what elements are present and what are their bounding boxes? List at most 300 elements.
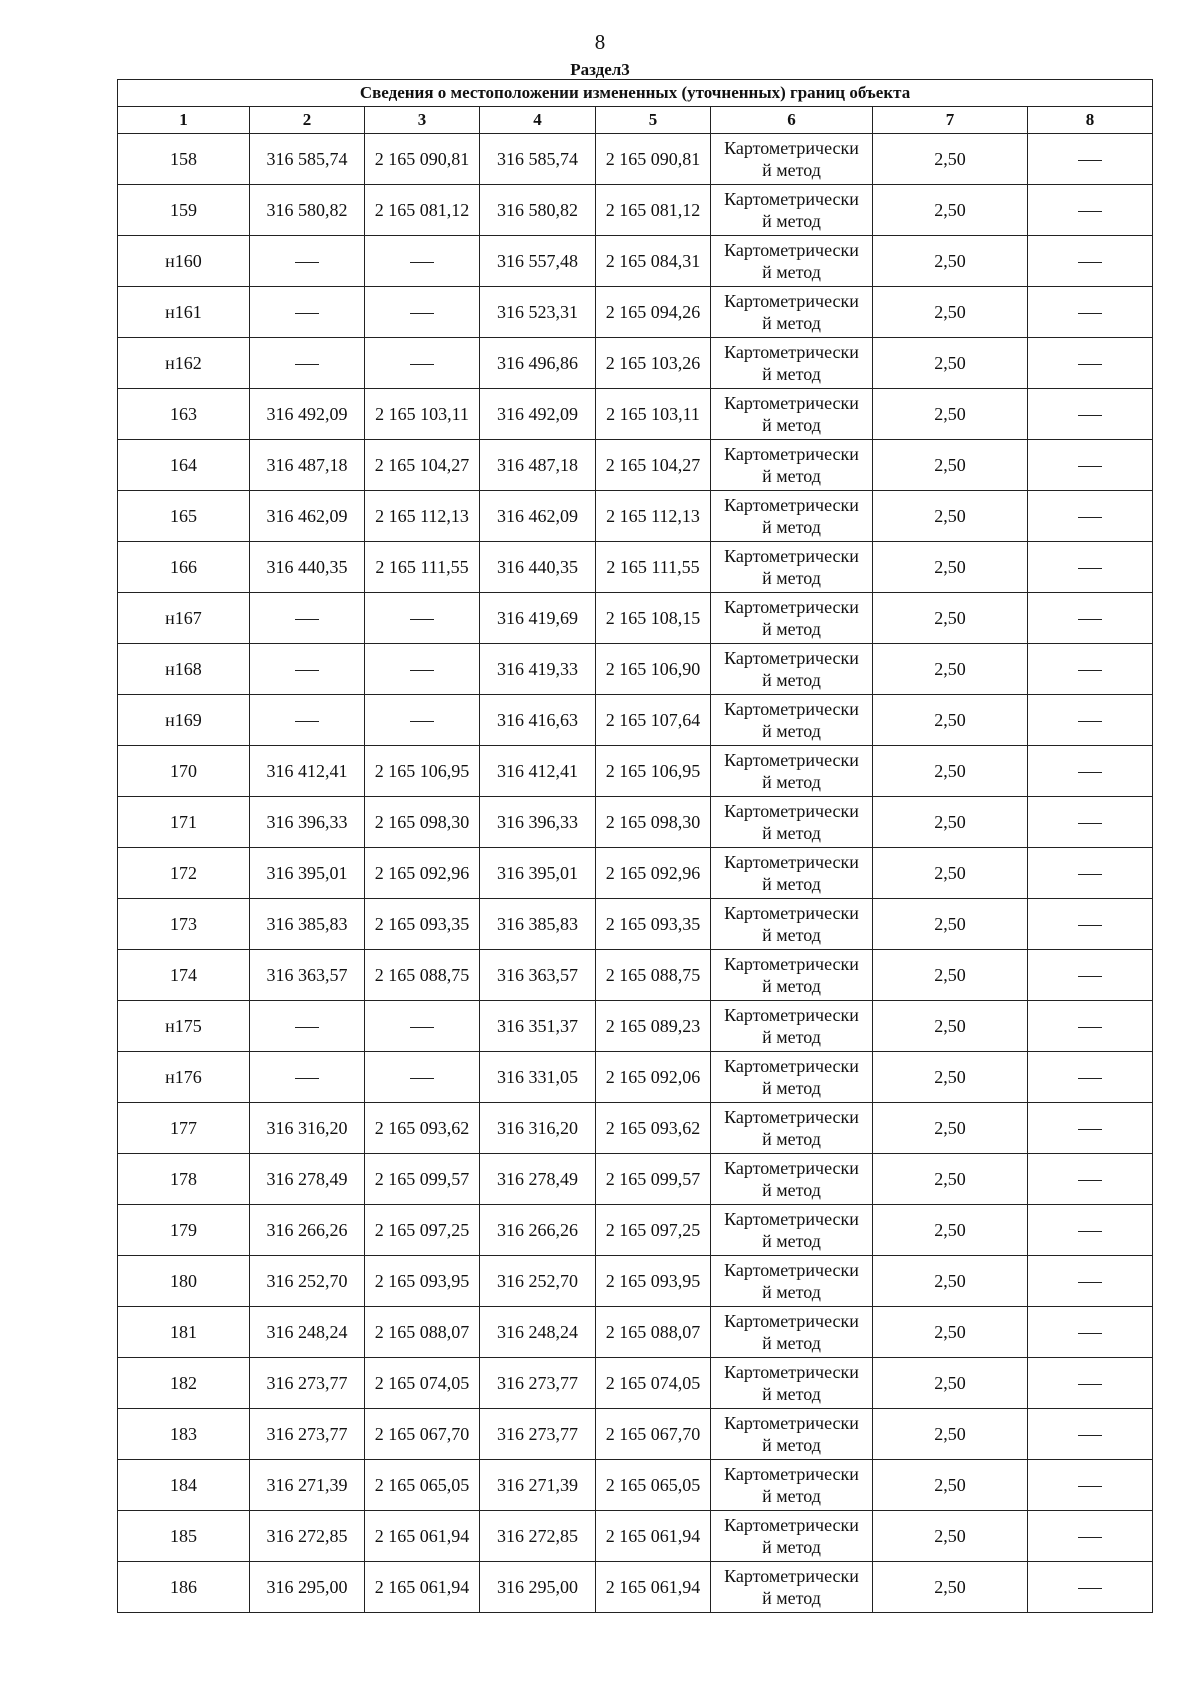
table-row [118,1052,1153,1103]
existing-x-coordinate [250,338,365,389]
method-cell [711,899,873,950]
point-label: 184 [118,1460,250,1511]
new-x-coordinate: 316 557,48 [480,236,596,287]
accuracy-value: 2,50 [873,1307,1028,1358]
description-cell [1028,593,1153,644]
existing-y-coordinate: 2 165 081,12 [365,185,480,236]
method-text-line1: Картометрически [724,1158,859,1178]
new-x-coordinate: 316 416,63 [480,695,596,746]
new-x-coordinate: 316 316,20 [480,1103,596,1154]
accuracy-value: 2,50 [873,1103,1028,1154]
new-y-coordinate: 2 165 084,31 [596,236,711,287]
new-y-coordinate: 2 165 090,81 [596,134,711,185]
new-x-coordinate: 316 523,31 [480,287,596,338]
point-label: 171 [118,797,250,848]
empty-value-dash [1078,1435,1102,1436]
empty-value-dash [410,1078,434,1079]
method-text-line2: й метод [762,823,821,843]
column-number: 3 [365,107,480,134]
method-text-line1: Картометрически [724,189,859,209]
table-row [118,1460,1153,1511]
table-row [118,185,1153,236]
method-text-line2: й метод [762,772,821,792]
table-row [118,440,1153,491]
empty-value-dash [295,670,319,671]
method-text-line1: Картометрически [724,1005,859,1025]
accuracy-value: 2,50 [873,1409,1028,1460]
accuracy-value: 2,50 [873,1154,1028,1205]
table-row [118,593,1153,644]
existing-y-coordinate: 2 165 092,96 [365,848,480,899]
new-x-coordinate: 316 271,39 [480,1460,596,1511]
existing-y-coordinate: 2 165 067,70 [365,1409,480,1460]
empty-value-dash [1078,364,1102,365]
method-cell [711,1256,873,1307]
accuracy-value: 2,50 [873,1460,1028,1511]
empty-value-dash [1078,1180,1102,1181]
new-y-coordinate: 2 165 074,05 [596,1358,711,1409]
table-row [118,236,1153,287]
description-cell [1028,287,1153,338]
method-cell [711,1511,873,1562]
existing-x-coordinate: 316 252,70 [250,1256,365,1307]
method-text-line2: й метод [762,1333,821,1353]
new-y-coordinate: 2 165 103,26 [596,338,711,389]
method-text-line2: й метод [762,1129,821,1149]
new-y-coordinate: 2 165 111,55 [596,542,711,593]
accuracy-value: 2,50 [873,1358,1028,1409]
accuracy-value: 2,50 [873,695,1028,746]
accuracy-value: 2,50 [873,1001,1028,1052]
empty-value-dash [410,1027,434,1028]
method-text-line1: Картометрически [724,648,859,668]
existing-y-coordinate: 2 165 104,27 [365,440,480,491]
new-x-coordinate: 316 273,77 [480,1409,596,1460]
method-text-line1: Картометрически [724,1209,859,1229]
existing-y-coordinate: 2 165 103,11 [365,389,480,440]
method-cell [711,1358,873,1409]
table-row [118,644,1153,695]
new-y-coordinate: 2 165 061,94 [596,1511,711,1562]
new-y-coordinate: 2 165 092,06 [596,1052,711,1103]
new-x-coordinate: 316 278,49 [480,1154,596,1205]
new-y-coordinate: 2 165 108,15 [596,593,711,644]
method-text-line1: Картометрически [724,1056,859,1076]
existing-x-coordinate: 316 385,83 [250,899,365,950]
existing-y-coordinate [365,338,480,389]
description-cell [1028,644,1153,695]
point-label: 165 [118,491,250,542]
new-x-coordinate: 316 492,09 [480,389,596,440]
empty-value-dash [1078,1537,1102,1538]
empty-value-dash [1078,262,1102,263]
method-text-line2: й метод [762,1486,821,1506]
method-text-line2: й метод [762,1282,821,1302]
empty-value-dash [1078,823,1102,824]
existing-y-coordinate: 2 165 061,94 [365,1562,480,1613]
method-cell [711,1562,873,1613]
method-text-line1: Картометрически [724,1260,859,1280]
existing-y-coordinate [365,593,480,644]
table-row [118,491,1153,542]
point-label: н175 [118,1001,250,1052]
table-row [118,950,1153,1001]
point-label: н161 [118,287,250,338]
table-row [118,287,1153,338]
description-cell [1028,950,1153,1001]
description-cell [1028,1052,1153,1103]
method-text-line1: Картометрически [724,1566,859,1586]
empty-value-dash [1078,517,1102,518]
existing-x-coordinate: 316 395,01 [250,848,365,899]
empty-value-dash [410,313,434,314]
method-cell [711,287,873,338]
method-cell [711,1205,873,1256]
existing-y-coordinate: 2 165 074,05 [365,1358,480,1409]
existing-x-coordinate: 316 440,35 [250,542,365,593]
accuracy-value: 2,50 [873,848,1028,899]
point-label: 172 [118,848,250,899]
existing-y-coordinate [365,1001,480,1052]
existing-y-coordinate: 2 165 065,05 [365,1460,480,1511]
method-cell [711,542,873,593]
empty-value-dash [1078,313,1102,314]
existing-x-coordinate [250,593,365,644]
new-x-coordinate: 316 385,83 [480,899,596,950]
method-text-line2: й метод [762,1435,821,1455]
table-header [118,80,1153,134]
method-text-line1: Картометрически [724,546,859,566]
new-y-coordinate: 2 165 104,27 [596,440,711,491]
empty-value-dash [295,1027,319,1028]
description-cell [1028,185,1153,236]
new-x-coordinate: 316 462,09 [480,491,596,542]
description-cell [1028,338,1153,389]
existing-x-coordinate: 316 363,57 [250,950,365,1001]
method-text-line2: й метод [762,1537,821,1557]
existing-x-coordinate [250,1052,365,1103]
accuracy-value: 2,50 [873,1562,1028,1613]
description-cell [1028,1307,1153,1358]
description-cell [1028,236,1153,287]
table-row [118,1154,1153,1205]
table-row [118,1307,1153,1358]
existing-y-coordinate [365,1052,480,1103]
new-y-coordinate: 2 165 103,11 [596,389,711,440]
table-row [118,797,1153,848]
existing-x-coordinate: 316 248,24 [250,1307,365,1358]
empty-value-dash [1078,874,1102,875]
method-text-line1: Картометрически [724,495,859,515]
accuracy-value: 2,50 [873,287,1028,338]
existing-y-coordinate [365,287,480,338]
column-numbers-row [118,107,1153,134]
point-label: 177 [118,1103,250,1154]
accuracy-value: 2,50 [873,338,1028,389]
method-cell [711,389,873,440]
column-number: 5 [596,107,711,134]
method-cell [711,797,873,848]
point-label: н169 [118,695,250,746]
empty-value-dash [295,364,319,365]
empty-value-dash [1078,721,1102,722]
new-x-coordinate: 316 351,37 [480,1001,596,1052]
new-y-coordinate: 2 165 092,96 [596,848,711,899]
empty-value-dash [1078,1129,1102,1130]
method-cell [711,1052,873,1103]
existing-x-coordinate: 316 412,41 [250,746,365,797]
existing-y-coordinate: 2 165 090,81 [365,134,480,185]
method-text-line1: Картометрически [724,852,859,872]
new-y-coordinate: 2 165 067,70 [596,1409,711,1460]
table-row [118,848,1153,899]
accuracy-value: 2,50 [873,389,1028,440]
table-row [118,1358,1153,1409]
empty-value-dash [1078,1333,1102,1334]
method-cell [711,1460,873,1511]
table-row [118,1103,1153,1154]
empty-value-dash [295,619,319,620]
existing-y-coordinate: 2 165 088,75 [365,950,480,1001]
existing-x-coordinate [250,287,365,338]
method-cell [711,695,873,746]
method-cell [711,134,873,185]
new-y-coordinate: 2 165 106,95 [596,746,711,797]
method-text-line1: Картометрически [724,1362,859,1382]
point-label: 173 [118,899,250,950]
description-cell [1028,1205,1153,1256]
section-title: Раздел3 [570,60,630,79]
existing-y-coordinate: 2 165 093,95 [365,1256,480,1307]
description-cell [1028,440,1153,491]
description-cell [1028,1001,1153,1052]
description-cell [1028,1511,1153,1562]
method-text-line1: Картометрически [724,597,859,617]
method-text-line2: й метод [762,466,821,486]
new-y-coordinate: 2 165 093,62 [596,1103,711,1154]
existing-x-coordinate: 316 273,77 [250,1358,365,1409]
accuracy-value: 2,50 [873,644,1028,695]
existing-x-coordinate: 316 487,18 [250,440,365,491]
method-cell [711,644,873,695]
page-number: 8 [594,30,606,54]
point-label: н168 [118,644,250,695]
new-x-coordinate: 316 363,57 [480,950,596,1001]
empty-value-dash [1078,1231,1102,1232]
method-text-line1: Картометрически [724,1107,859,1127]
accuracy-value: 2,50 [873,593,1028,644]
existing-x-coordinate [250,644,365,695]
new-y-coordinate: 2 165 098,30 [596,797,711,848]
method-text-line2: й метод [762,925,821,945]
method-text-line2: й метод [762,1078,821,1098]
accuracy-value: 2,50 [873,1205,1028,1256]
method-text-line2: й метод [762,1588,821,1608]
empty-value-dash [295,262,319,263]
method-text-line2: й метод [762,415,821,435]
empty-value-dash [295,721,319,722]
method-text-line1: Картометрически [724,801,859,821]
method-text-line1: Картометрически [724,240,859,260]
new-y-coordinate: 2 165 112,13 [596,491,711,542]
new-x-coordinate: 316 252,70 [480,1256,596,1307]
new-y-coordinate: 2 165 094,26 [596,287,711,338]
existing-y-coordinate: 2 165 099,57 [365,1154,480,1205]
method-text-line1: Картометрически [724,699,859,719]
empty-value-dash [1078,1486,1102,1487]
empty-value-dash [1078,1027,1102,1028]
method-text-line1: Картометрически [724,903,859,923]
empty-value-dash [1078,415,1102,416]
point-label: 182 [118,1358,250,1409]
accuracy-value: 2,50 [873,236,1028,287]
new-x-coordinate: 316 585,74 [480,134,596,185]
new-x-coordinate: 316 419,69 [480,593,596,644]
existing-x-coordinate: 316 462,09 [250,491,365,542]
existing-y-coordinate: 2 165 093,35 [365,899,480,950]
empty-value-dash [1078,568,1102,569]
method-cell [711,1001,873,1052]
method-text-line2: й метод [762,721,821,741]
empty-value-dash [1078,1078,1102,1079]
method-cell [711,338,873,389]
method-cell [711,236,873,287]
table-row [118,1511,1153,1562]
empty-value-dash [1078,619,1102,620]
method-cell [711,1409,873,1460]
existing-y-coordinate: 2 165 112,13 [365,491,480,542]
new-y-coordinate: 2 165 097,25 [596,1205,711,1256]
empty-value-dash [1078,976,1102,977]
existing-y-coordinate: 2 165 097,25 [365,1205,480,1256]
table-row [118,1001,1153,1052]
table-row [118,1562,1153,1613]
existing-x-coordinate: 316 273,77 [250,1409,365,1460]
column-number: 4 [480,107,596,134]
point-label: 180 [118,1256,250,1307]
method-text-line2: й метод [762,1384,821,1404]
method-cell [711,1154,873,1205]
new-y-coordinate: 2 165 106,90 [596,644,711,695]
accuracy-value: 2,50 [873,185,1028,236]
existing-x-coordinate [250,236,365,287]
description-cell [1028,1562,1153,1613]
point-label: 185 [118,1511,250,1562]
method-text-line2: й метод [762,619,821,639]
column-number: 7 [873,107,1028,134]
method-text-line2: й метод [762,211,821,231]
method-text-line2: й метод [762,160,821,180]
existing-y-coordinate: 2 165 106,95 [365,746,480,797]
description-cell [1028,1154,1153,1205]
description-cell [1028,1256,1153,1307]
existing-y-coordinate [365,644,480,695]
table-row [118,542,1153,593]
method-text-line2: й метод [762,313,821,333]
method-text-line1: Картометрически [724,954,859,974]
method-cell [711,848,873,899]
point-label: 164 [118,440,250,491]
method-text-line2: й метод [762,364,821,384]
method-text-line2: й метод [762,262,821,282]
method-text-line1: Картометрически [724,1515,859,1535]
method-text-line2: й метод [762,670,821,690]
point-label: 181 [118,1307,250,1358]
table-caption: Сведения о местоположении измененных (уточненных) границ объекта [118,80,1153,107]
method-cell [711,1103,873,1154]
new-y-coordinate: 2 165 107,64 [596,695,711,746]
table-row [118,899,1153,950]
point-label: 183 [118,1409,250,1460]
point-label: 174 [118,950,250,1001]
empty-value-dash [410,364,434,365]
point-label: 186 [118,1562,250,1613]
table-row [118,746,1153,797]
existing-x-coordinate: 316 316,20 [250,1103,365,1154]
description-cell [1028,1103,1153,1154]
method-text-line2: й метод [762,1027,821,1047]
method-text-line1: Картометрически [724,393,859,413]
new-y-coordinate: 2 165 093,95 [596,1256,711,1307]
empty-value-dash [410,670,434,671]
table-row [118,1409,1153,1460]
accuracy-value: 2,50 [873,542,1028,593]
new-y-coordinate: 2 165 081,12 [596,185,711,236]
point-label: н162 [118,338,250,389]
method-text-line1: Картометрически [724,444,859,464]
empty-value-dash [1078,466,1102,467]
description-cell [1028,491,1153,542]
new-x-coordinate: 316 487,18 [480,440,596,491]
empty-value-dash [1078,160,1102,161]
existing-x-coordinate [250,695,365,746]
new-x-coordinate: 316 273,77 [480,1358,596,1409]
existing-y-coordinate: 2 165 111,55 [365,542,480,593]
existing-y-coordinate: 2 165 061,94 [365,1511,480,1562]
empty-value-dash [1078,772,1102,773]
point-label: 179 [118,1205,250,1256]
new-x-coordinate: 316 248,24 [480,1307,596,1358]
method-cell [711,950,873,1001]
point-label: 158 [118,134,250,185]
accuracy-value: 2,50 [873,491,1028,542]
table-row [118,389,1153,440]
accuracy-value: 2,50 [873,899,1028,950]
point-label: н176 [118,1052,250,1103]
accuracy-value: 2,50 [873,134,1028,185]
new-x-coordinate: 316 395,01 [480,848,596,899]
table-row [118,695,1153,746]
method-text-line2: й метод [762,874,821,894]
point-label: 170 [118,746,250,797]
method-cell [711,1307,873,1358]
boundary-coordinates-table [117,79,1153,1613]
method-cell [711,440,873,491]
empty-value-dash [410,721,434,722]
existing-x-coordinate: 316 278,49 [250,1154,365,1205]
method-text-line1: Картометрически [724,1413,859,1433]
new-x-coordinate: 316 412,41 [480,746,596,797]
method-text-line1: Картометрически [724,291,859,311]
method-text-line2: й метод [762,1231,821,1251]
existing-x-coordinate: 316 492,09 [250,389,365,440]
method-text-line1: Картометрически [724,342,859,362]
existing-x-coordinate [250,1001,365,1052]
method-cell [711,593,873,644]
method-text-line1: Картометрически [724,1311,859,1331]
empty-value-dash [295,1078,319,1079]
existing-y-coordinate [365,695,480,746]
